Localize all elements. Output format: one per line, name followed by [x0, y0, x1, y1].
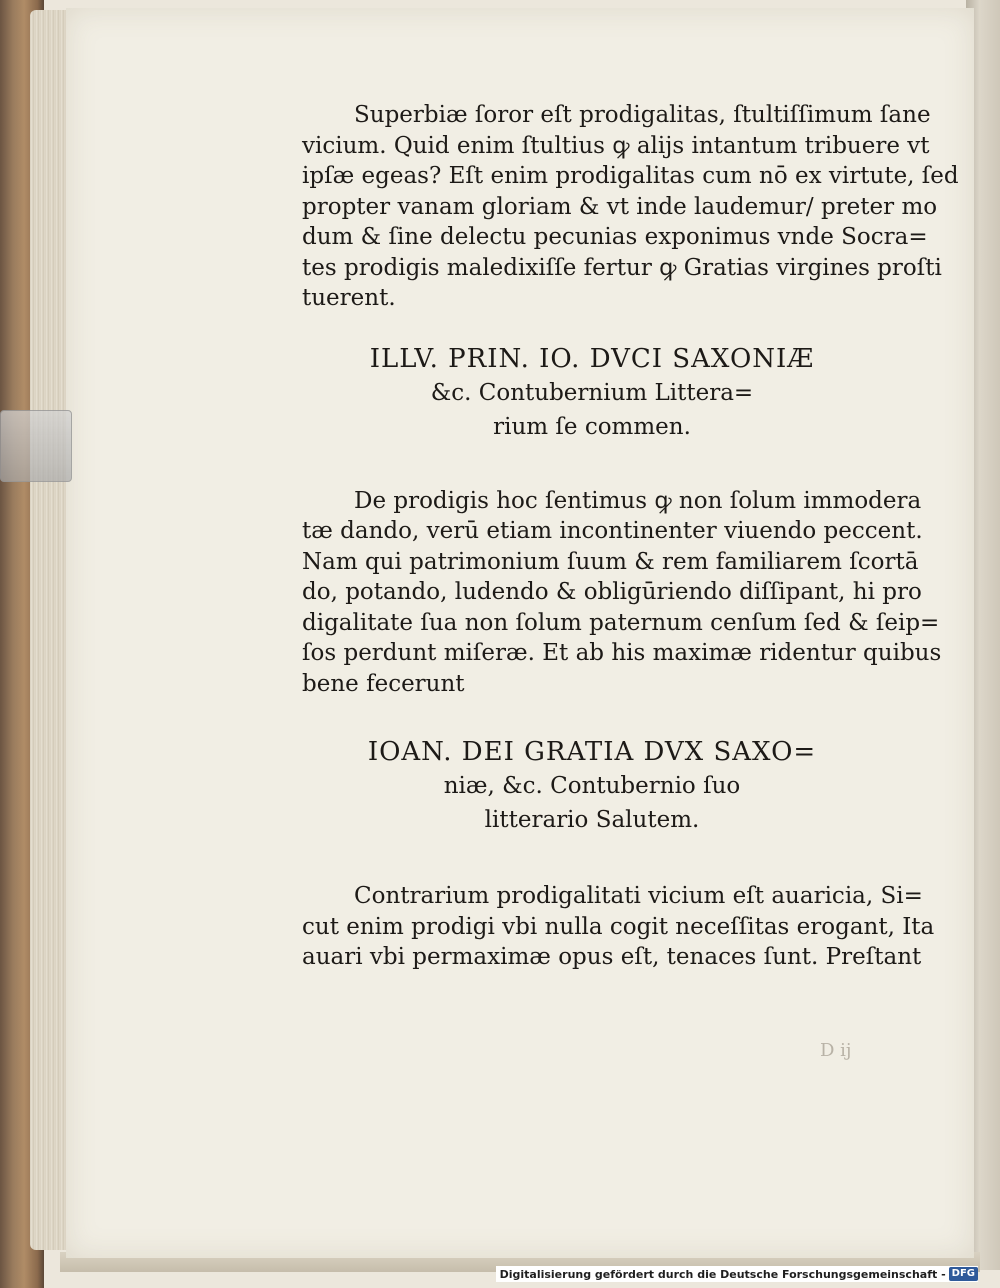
heading-line: ILLV. PRIN. IO. DVCI SAXONIÆ: [369, 343, 815, 374]
digitization-credit: [496, 1266, 978, 1282]
text-line: Contrarium prodigalitati vicium eſt auaricia, Si=: [354, 883, 923, 909]
signature-mark: D ij: [820, 1040, 852, 1061]
paragraph-2: [302, 486, 942, 700]
credit-text: Digitalisierung gefördert durch die Deutsche Forschungsgemeinschaft -: [499, 1267, 946, 1281]
text-line: ſos perdunt miſeræ. Et ab his maximæ ridentur quibus: [302, 640, 942, 666]
text-line: Superbiæ ſoror eſt prodigalitas, ſtultiſſimum ſane: [354, 102, 931, 128]
text-line: tuerent.: [302, 285, 396, 311]
text-line: tes prodigis maledixiſſe fertur ꝙ Gratias virgines proſti: [302, 254, 942, 281]
text-line: Nam qui patrimonium ſuum & rem familiarem ſcortā: [302, 548, 919, 575]
heading-line: &c. Contubernium Littera=: [430, 379, 754, 406]
text-line: digalitate ſua non ſolum paternum cenſum ſed & ſeip=: [302, 609, 940, 636]
text-line: auari vbi permaximæ opus eſt, tenaces ſunt. Preſtant: [302, 944, 922, 970]
paragraph-3: [302, 881, 935, 973]
paragraph-1: [302, 100, 959, 314]
page-text: [302, 100, 959, 973]
heading-line: litterario Salutem.: [484, 807, 700, 833]
text-line: cut enim prodigi vbi nulla cogit neceſſitas erogant, Ita: [302, 913, 935, 940]
text-line: ipſæ egeas? Eſt enim prodigalitas cum nō ex virtute, ſed: [302, 163, 959, 189]
text-line: propter vanam gloriam & vt inde laudemur/ preter mo: [302, 193, 938, 220]
text-line: De prodigis hoc ſentimus ꝙ non ſolum immodera: [354, 487, 922, 514]
text-line: tæ dando, verū etiam incontinenter viuendo peccent.: [302, 518, 923, 544]
text-line: bene fecerunt: [302, 670, 465, 697]
text-line: do, potando, ludendo & obligūriendo diſſipant, hi pro: [302, 579, 922, 605]
page-clip: [0, 410, 72, 482]
heading-line: niæ, &c. Contubernio ſuo: [443, 773, 741, 799]
dfg-logo: DFG: [949, 1267, 978, 1281]
heading-salutation: [302, 735, 882, 837]
heading-line: rium ſe commen.: [493, 413, 691, 440]
heading-dedication: [302, 342, 882, 444]
heading-line: IOAN. DEI GRATIA DVX SAXO=: [367, 737, 817, 767]
text-line: vicium. Quid enim ſtultius ꝙ alijs intantum tribuere vt: [302, 132, 930, 159]
text-line: dum & ſine delectu pecunias exponimus vnde Socra=: [302, 224, 928, 250]
